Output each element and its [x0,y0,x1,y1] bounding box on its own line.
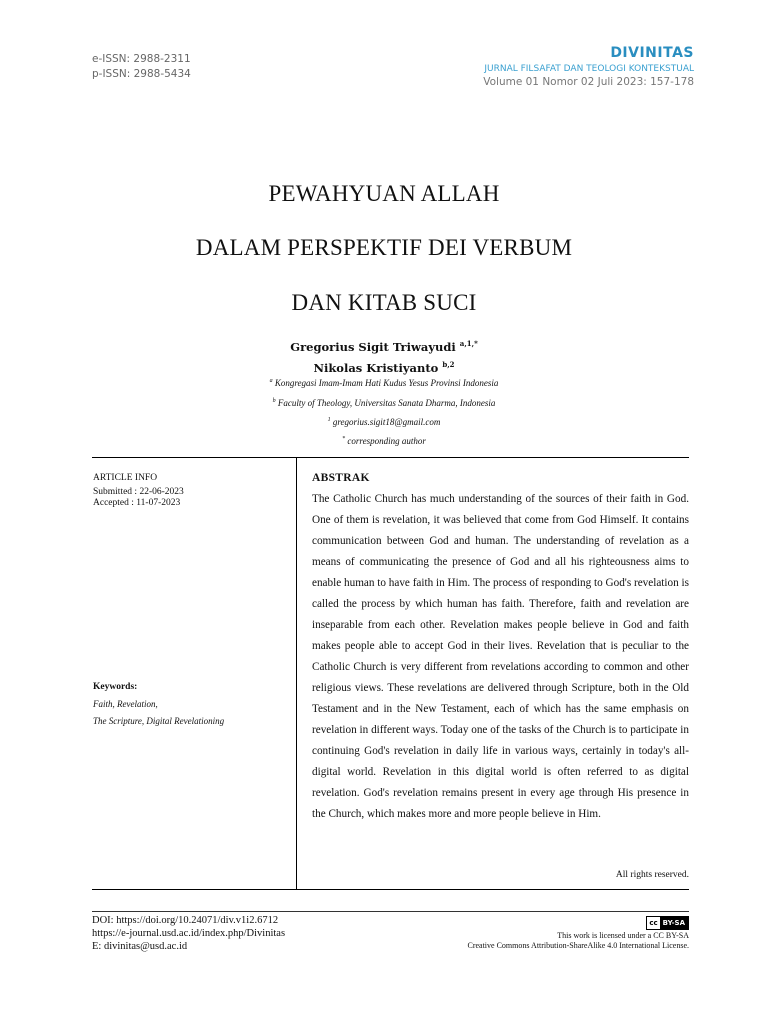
keywords-line-2: The Scripture, Digital Revelationing [93,716,225,726]
corresponding-text: corresponding author [347,436,426,446]
license-line-1: This work is licensed under a CC BY-SA [557,931,689,940]
affiliation-marker: 1 [327,417,331,423]
article-info [93,473,184,509]
rights-statement: All rights reserved. [615,870,689,880]
doi-link[interactable]: DOI: https://doi.org/10.24071/div.v1i2.6712 [92,915,279,926]
footer-links [92,914,285,953]
abstract-heading: ABSTRAK [312,472,370,484]
affiliation-b [0,398,768,408]
license-line-2: Creative Commons Attribution-ShareAlike 4.0 International License. [467,941,689,950]
divider-vertical [296,457,297,889]
affiliation-text: Kongregasi Imam-Imam Hati Kudus Yesus Provinsi Indonesia [274,378,499,388]
journal-url[interactable]: https://e-journal.usd.ac.id/index.php/Divinitas [92,928,286,939]
cc-license-badge[interactable] [646,916,689,930]
author-superscript: a,1,* [459,339,478,348]
author-name: Nikolas Kristiyanto [313,361,439,375]
affiliation-text: Faculty of Theology, Universitas Sanata Dharma, Indonesia [277,398,496,408]
title-line-1: PEWAHYUAN ALLAH [268,181,500,206]
license-block [467,916,689,951]
author-name: Gregorius Sigit Triwayudi [290,340,456,354]
journal-name: DIVINITAS [610,45,694,61]
journal-volume: Volume 01 Nomor 02 Juli 2023: 157-178 [483,76,694,88]
divider-top [92,457,689,458]
issn-block [92,52,191,82]
affiliation-marker: * [342,436,346,442]
eissn: e-ISSN: 2988-2311 [92,53,191,65]
article-info-heading: ARTICLE INFO [93,473,158,483]
affiliation-marker: b [272,398,276,404]
license-code: BY-SA [660,917,688,929]
email-text: gregorius.sigit18@gmail.com [332,417,441,427]
author-list [0,335,768,377]
footer-divider [92,911,689,912]
divider-bottom [92,889,689,890]
keywords-line-1: Faith, Revelation, [93,699,158,709]
accepted-date: Accepted : 11-07-2023 [93,498,181,508]
author-2 [0,356,768,377]
journal-header [483,44,694,89]
cc-icon: cc [649,919,658,927]
journal-subtitle: JURNAL FILSAFAT DAN TEOLOGI KONTEKSTUAL [484,64,694,74]
affiliation-marker: a [269,378,273,384]
abstract-body: The Catholic Church has much understanding of the sources of their faith in God. One of them is revelation, it was believed that come from God Himself. It contains communication between God and human. The understanding of revelation as a means of communicating the presence of God and all his righteousness aims to enable human to have faith in Him. The process of responding to God's revelation is called the process by which human has faith. Therefore, faith and revelation are inseparable from each other. Revelation makes people believe in God and faith makes people able to accept God in their lives. Revelation that is peculiar to the Catholic Church is very different from revelations according to common and other religious views. These revelations are delivered through Scripture, both in the Old Testament and in the New Testament, each of which has the same emphasis on revelation in different ways. Today one of the tasks of the Church is to participate in continuing God's revelation in daily life in various ways, certainly in today's all-digital world. Revelation in this digital world is often referred to as digital revelation. God's revelation remains present in every age through His presence in the Church, which makes more and more people believe in Him. [312,493,689,820]
keywords-heading: Keywords: [93,682,138,692]
title-line-3: DAN KITAB SUCI [291,290,477,315]
pissn: p-ISSN: 2988-5434 [92,68,191,80]
affiliation-a [0,378,768,388]
author-superscript: b,2 [442,360,455,369]
corresponding-author-note [0,436,768,446]
keywords-section [93,679,224,730]
author-email [0,417,768,427]
submitted-date: Submitted : 22-06-2023 [93,487,184,497]
author-1 [0,335,768,356]
title-line-2: DALAM PERSPEKTIF DEI VERBUM [195,235,573,260]
journal-email[interactable]: E: divinitas@usd.ac.id [92,941,188,952]
